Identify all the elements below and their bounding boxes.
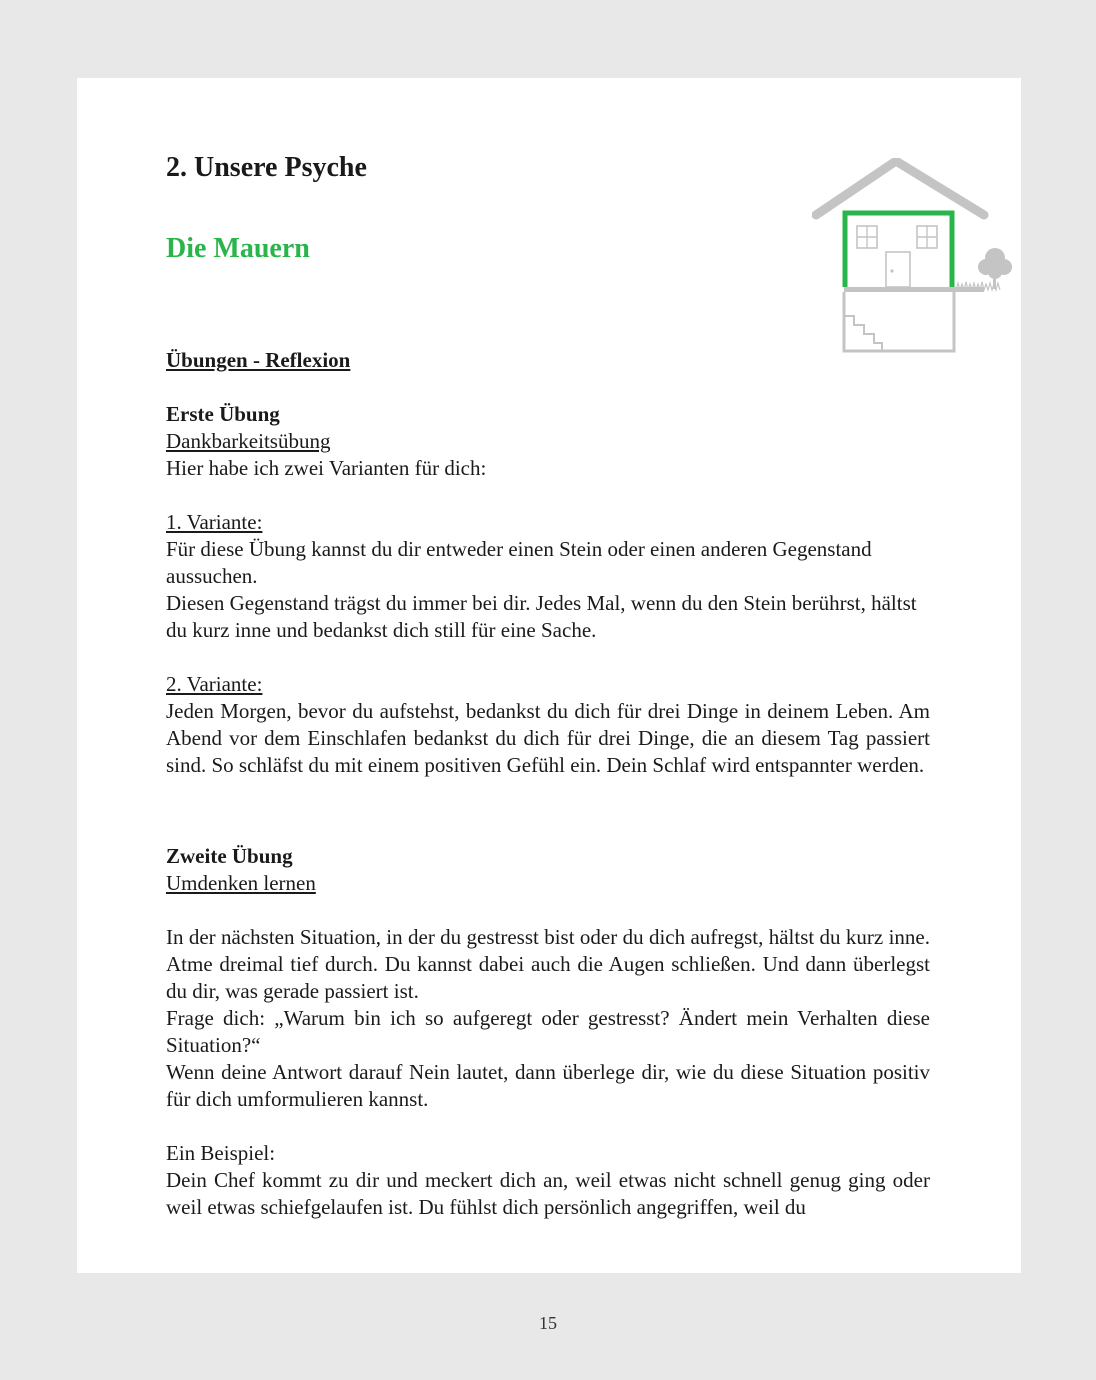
body-text [166,347,930,1221]
variant-2-label: 2. Variante: [166,672,263,696]
example-label: Ein Beispiel: [166,1141,276,1165]
second-exercise-paragraph-2: Frage dich: „Warum bin ich so aufgeregt oder gestresst? Ändert mein Verhalten diese Situation?“ [166,1006,930,1057]
first-exercise-intro: Hier habe ich zwei Varianten für dich: [166,456,487,480]
first-exercise-subtitle: Dankbarkeitsübung [166,429,331,453]
variant-1-label: 1. Variante: [166,510,263,534]
variant-2-paragraph: Jeden Morgen, bevor du aufstehst, bedankst du dich für drei Dinge in deinem Leben. Am Abend vor dem Einschlafen bedankst du dich für drei Dinge, die an diesem Tag passiert sind. So schläfst du mit einem positiven Gefühl ein. Dein Schlaf wird entspannter werden. [166,699,930,777]
second-exercise-paragraph-1: In der nächsten Situation, in der du gestresst bist oder du dich aufregst, hältst du kurz inne. Atme dreimal tief durch. Du kannst dabei auch die Augen schließen. Und dann überlegst du dir, was gerade passiert ist. [166,925,930,1003]
house-with-walls-icon [812,158,1022,353]
second-exercise-subtitle: Umdenken lernen [166,871,316,895]
page-number: 15 [539,1313,557,1333]
exercises-heading: Übungen - Reflexion [166,348,351,372]
second-exercise-paragraph-3: Wenn deine Antwort darauf Nein lautet, dann überlege dir, wie du diese Situation positiv für dich umformulieren kannst. [166,1060,930,1111]
document-page [77,78,1021,1273]
first-exercise-title: Erste Übung [166,402,280,426]
example-paragraph: Dein Chef kommt zu dir und meckert dich an, weil etwas nicht schnell genug ging oder weil etwas schiefgelaufen ist. Du fühlst dich persönlich angegriffen, weil du [166,1168,930,1219]
section-title: Die Mauern [166,233,310,264]
variant-1-paragraph-2: Diesen Gegenstand trägst du immer bei dir. Jedes Mal, wenn du den Stein berührst, hältst du kurz inne und bedankst dich still für eine Sache. [166,591,917,642]
variant-1-paragraph-1: Für diese Übung kannst du dir entweder einen Stein oder einen anderen Gegenstand aussuchen. [166,537,872,588]
chapter-title: 2. Unsere Psyche [166,152,367,183]
second-exercise-title: Zweite Übung [166,844,293,868]
